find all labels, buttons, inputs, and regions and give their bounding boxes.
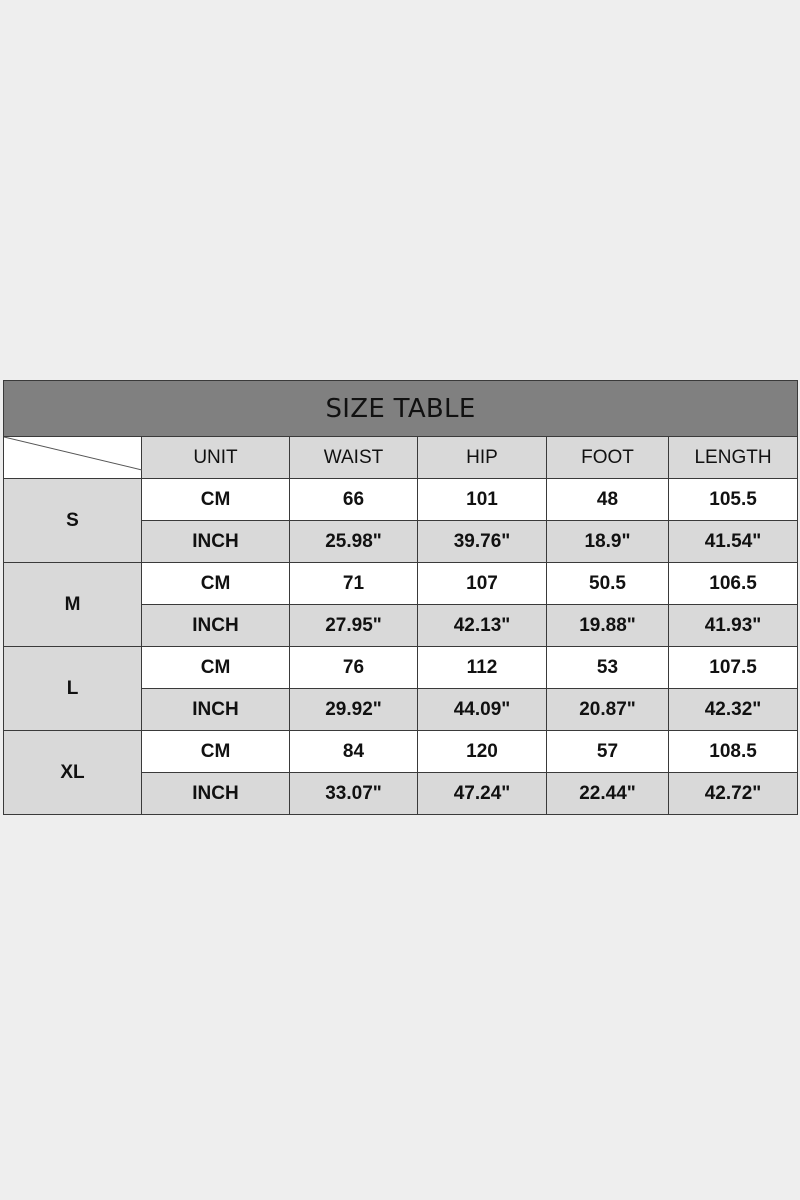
unit-cell: INCH [142,773,290,815]
unit-cell: INCH [142,689,290,731]
header-row [4,437,798,479]
size-label-xl: XL [4,731,142,815]
size-label-s: S [4,479,142,563]
waist-cell: 76 [290,647,418,689]
table-row [4,731,798,773]
hip-cell: 39.76" [418,521,547,563]
hip-cell: 101 [418,479,547,521]
diagonal-divider-icon [4,437,142,478]
size-table-container [3,380,797,815]
table-row [4,563,798,605]
size-label-m: M [4,563,142,647]
foot-cell: 53 [547,647,669,689]
header-hip: HIP [418,437,547,479]
foot-cell: 22.44" [547,773,669,815]
length-cell: 41.93" [669,605,798,647]
hip-cell: 112 [418,647,547,689]
length-cell: 105.5 [669,479,798,521]
length-cell: 42.32" [669,689,798,731]
waist-cell: 25.98" [290,521,418,563]
foot-cell: 19.88" [547,605,669,647]
header-length: LENGTH [669,437,798,479]
corner-cell [4,437,142,479]
foot-cell: 18.9" [547,521,669,563]
foot-cell: 57 [547,731,669,773]
header-unit: UNIT [142,437,290,479]
hip-cell: 44.09" [418,689,547,731]
hip-cell: 120 [418,731,547,773]
waist-cell: 66 [290,479,418,521]
size-label-l: L [4,647,142,731]
foot-cell: 50.5 [547,563,669,605]
length-cell: 107.5 [669,647,798,689]
waist-cell: 27.95" [290,605,418,647]
foot-cell: 20.87" [547,689,669,731]
waist-cell: 84 [290,731,418,773]
hip-cell: 47.24" [418,773,547,815]
waist-cell: 33.07" [290,773,418,815]
size-table [3,380,798,815]
unit-cell: INCH [142,521,290,563]
table-row [4,479,798,521]
waist-cell: 29.92" [290,689,418,731]
hip-cell: 107 [418,563,547,605]
length-cell: 42.72" [669,773,798,815]
length-cell: 106.5 [669,563,798,605]
unit-cell: CM [142,731,290,773]
header-foot: FOOT [547,437,669,479]
length-cell: 41.54" [669,521,798,563]
hip-cell: 42.13" [418,605,547,647]
unit-cell: INCH [142,605,290,647]
foot-cell: 48 [547,479,669,521]
unit-cell: CM [142,647,290,689]
unit-cell: CM [142,563,290,605]
length-cell: 108.5 [669,731,798,773]
table-row [4,647,798,689]
table-title: SIZE TABLE [4,381,798,437]
waist-cell: 71 [290,563,418,605]
header-waist: WAIST [290,437,418,479]
unit-cell: CM [142,479,290,521]
